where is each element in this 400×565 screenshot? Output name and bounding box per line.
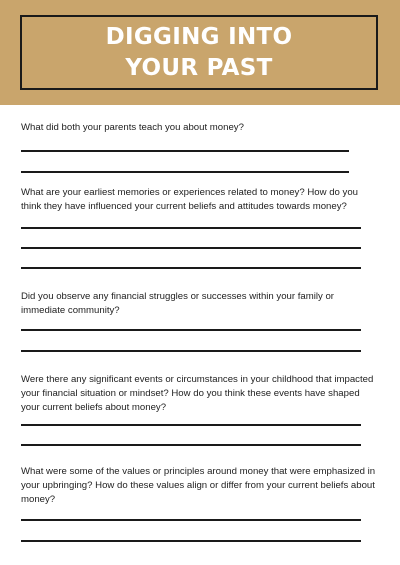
question-5: What were some of the values or principles around money that were emphasized in your upbringing? How do these values align or differ from your current beliefs about money?	[21, 466, 376, 505]
answer-line-3a[interactable]	[21, 329, 361, 331]
title-line-2: YOUR PAST	[125, 54, 273, 81]
answer-line-2c[interactable]	[21, 267, 361, 269]
answer-line-2a[interactable]	[21, 227, 361, 229]
question-1: What did both your parents teach you about money?	[21, 122, 244, 133]
question-4: Were there any significant events or circumstances in your childhood that impacted your financial situation or mindset? How do you think these events have shaped your current beliefs about money?	[21, 374, 374, 413]
answer-line-1a[interactable]	[21, 150, 349, 152]
answer-line-1b[interactable]	[21, 171, 349, 173]
header-band	[0, 0, 400, 105]
title-line-1: DIGGING INTO	[105, 23, 293, 50]
answer-line-2b[interactable]	[21, 247, 361, 249]
page-title	[106, 22, 293, 84]
answer-line-4a[interactable]	[21, 424, 361, 426]
answer-line-4b[interactable]	[21, 444, 361, 446]
answer-line-3b[interactable]	[21, 350, 361, 352]
answer-line-5a[interactable]	[21, 519, 361, 521]
title-box	[20, 15, 378, 90]
answer-line-5b[interactable]	[21, 540, 361, 542]
question-2: What are your earliest memories or experiences related to money? How do you think they have influenced your current beliefs and attitudes towards money?	[21, 187, 359, 212]
question-3: Did you observe any financial struggles or successes within your family or immediate community?	[21, 291, 335, 316]
